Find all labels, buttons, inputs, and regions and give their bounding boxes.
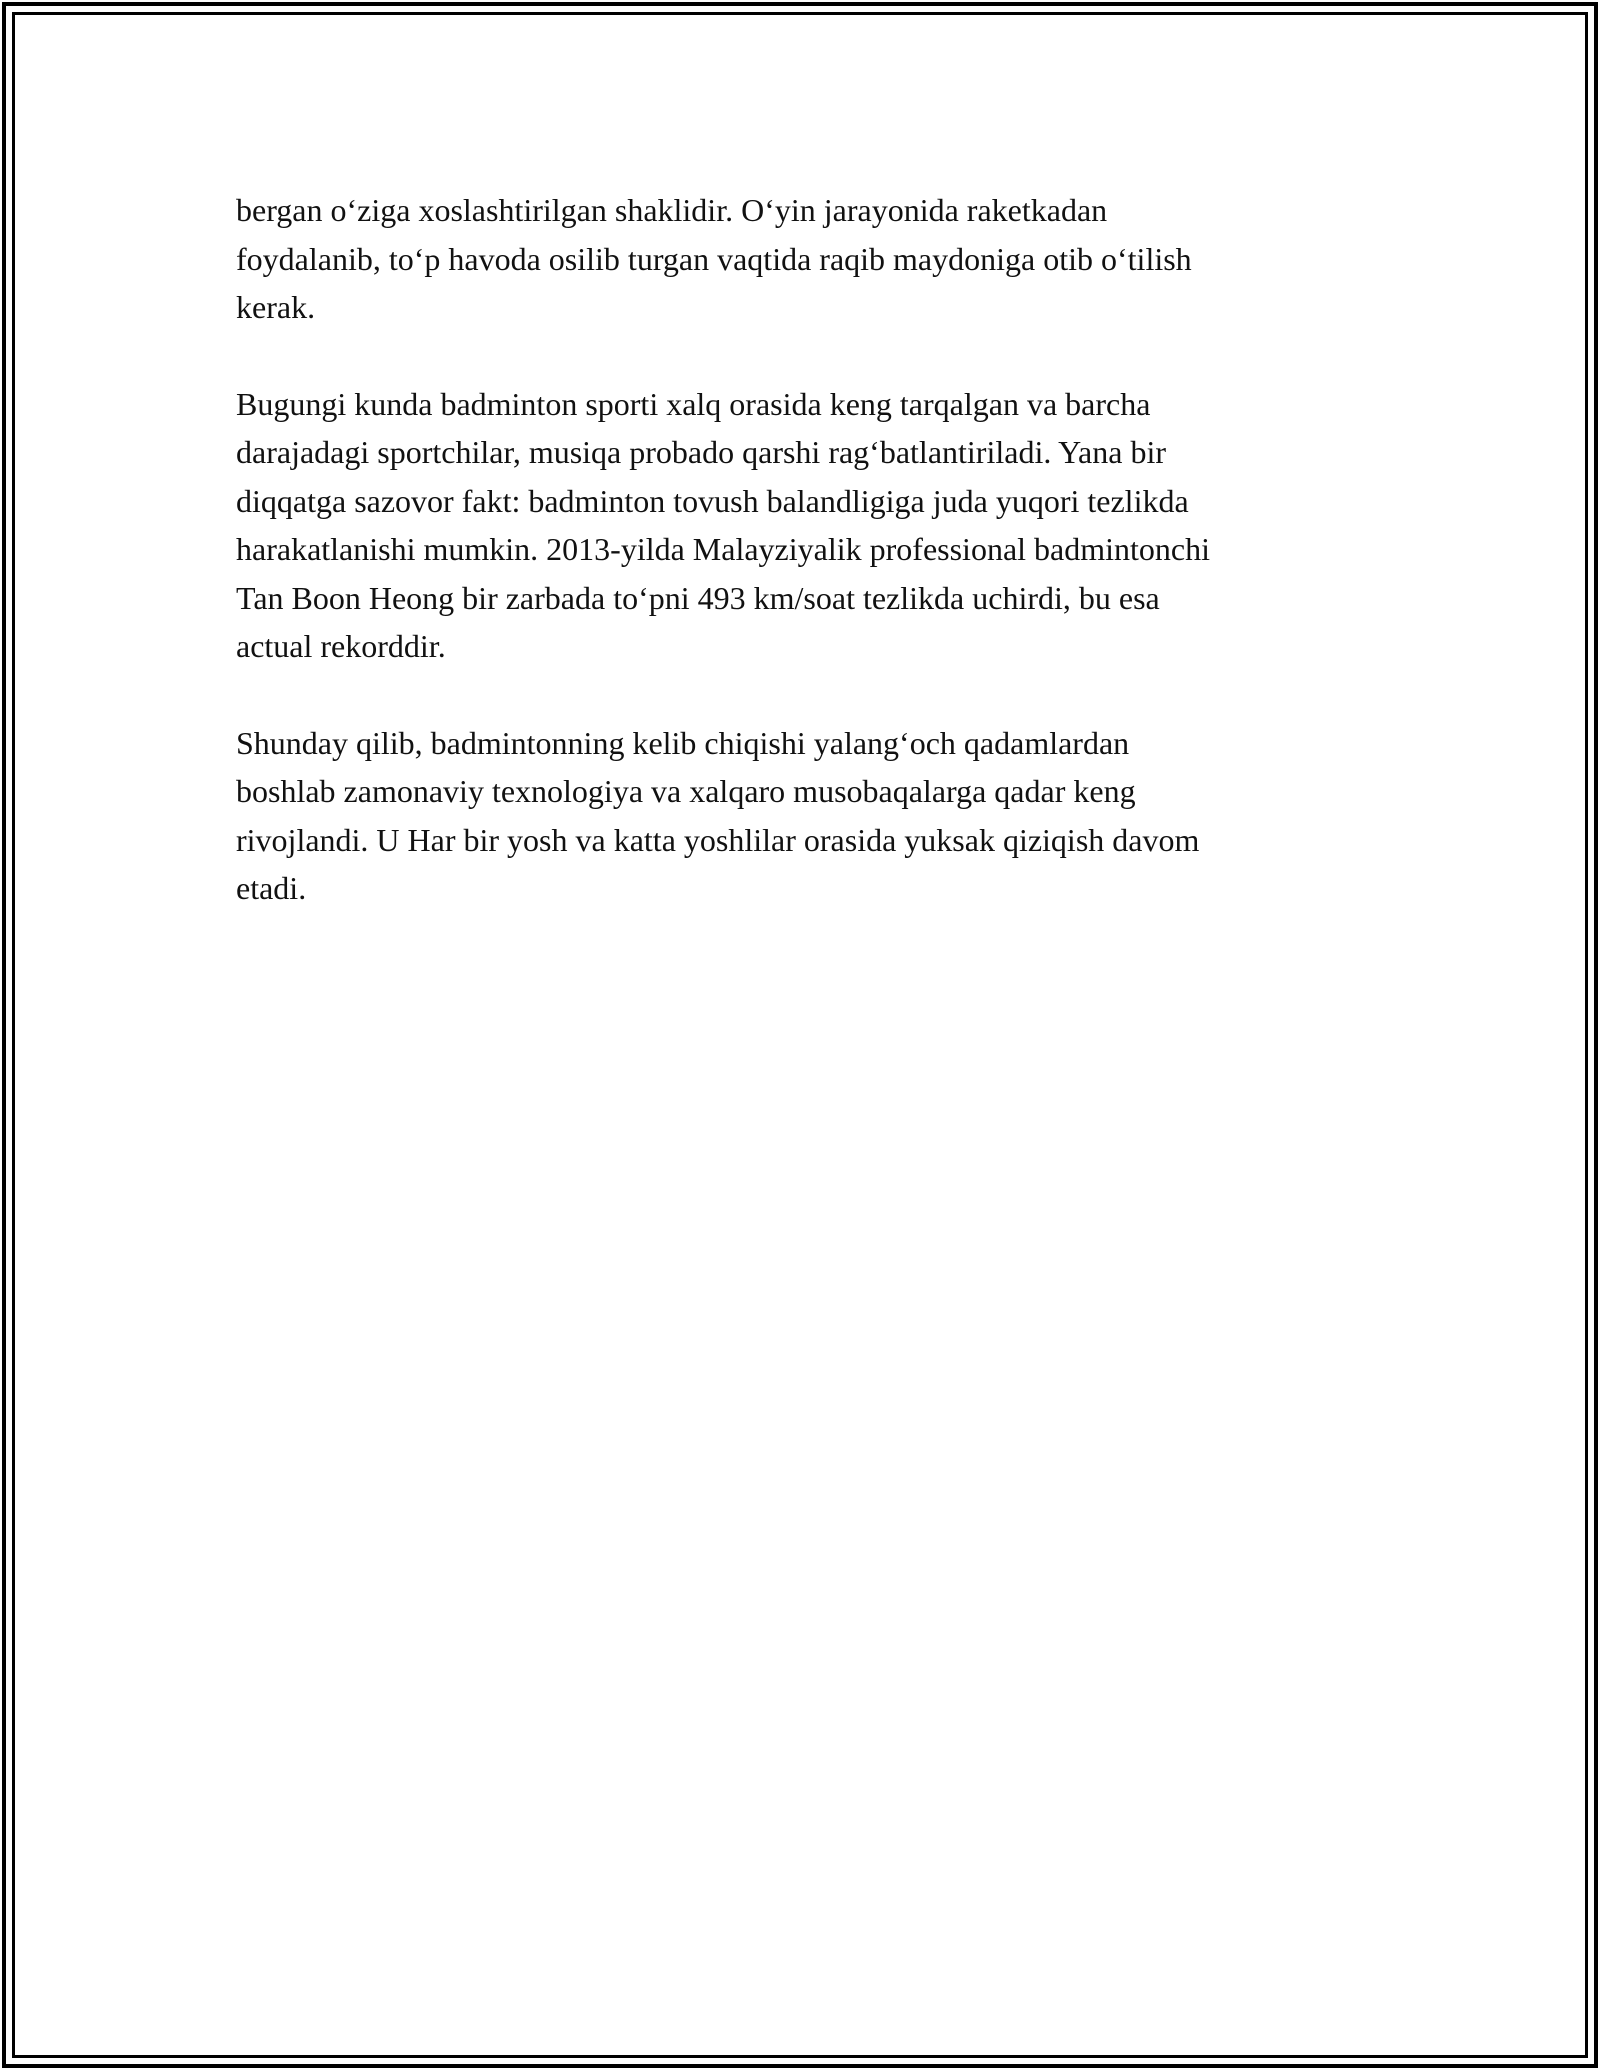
paragraph-2: Bugungi kunda badminton sporti xalq orasida keng tarqalgan va barcha darajadagi sportchilar, musiqa probado qarshi rag‘batlantiriladi. Yana bir diqqatga sazovor fakt: badminton tovush balandligiga juda yuqori tezlikda harakatlanishi mumkin. 2013-yilda Malayziyalik professional badmintonchi Tan Boon Heong bir zarbada to‘pni 493 km/soat tezlikda uchirdi, bu esa actual rekorddir. bbox=[236, 385, 1210, 664]
document-body bbox=[236, 186, 1366, 961]
paragraph-3: Shunday qilib, badmintonning kelib chiqishi yalang‘och qadamlardan boshlab zamonaviy texnologiya va xalqaro musobaqalarga qadar keng rivojlandi. U Har bir yosh va katta yoshlilar orasida yuksak qiziqish davom etadi. bbox=[236, 724, 1200, 906]
paragraph-1: bergan o‘ziga xoslashtirilgan shaklidir. O‘yin jarayonida raketkadan foydalanib, to‘p havoda osilib turgan vaqtida raqib maydoniga otib o‘tilish kerak. bbox=[236, 192, 1192, 325]
